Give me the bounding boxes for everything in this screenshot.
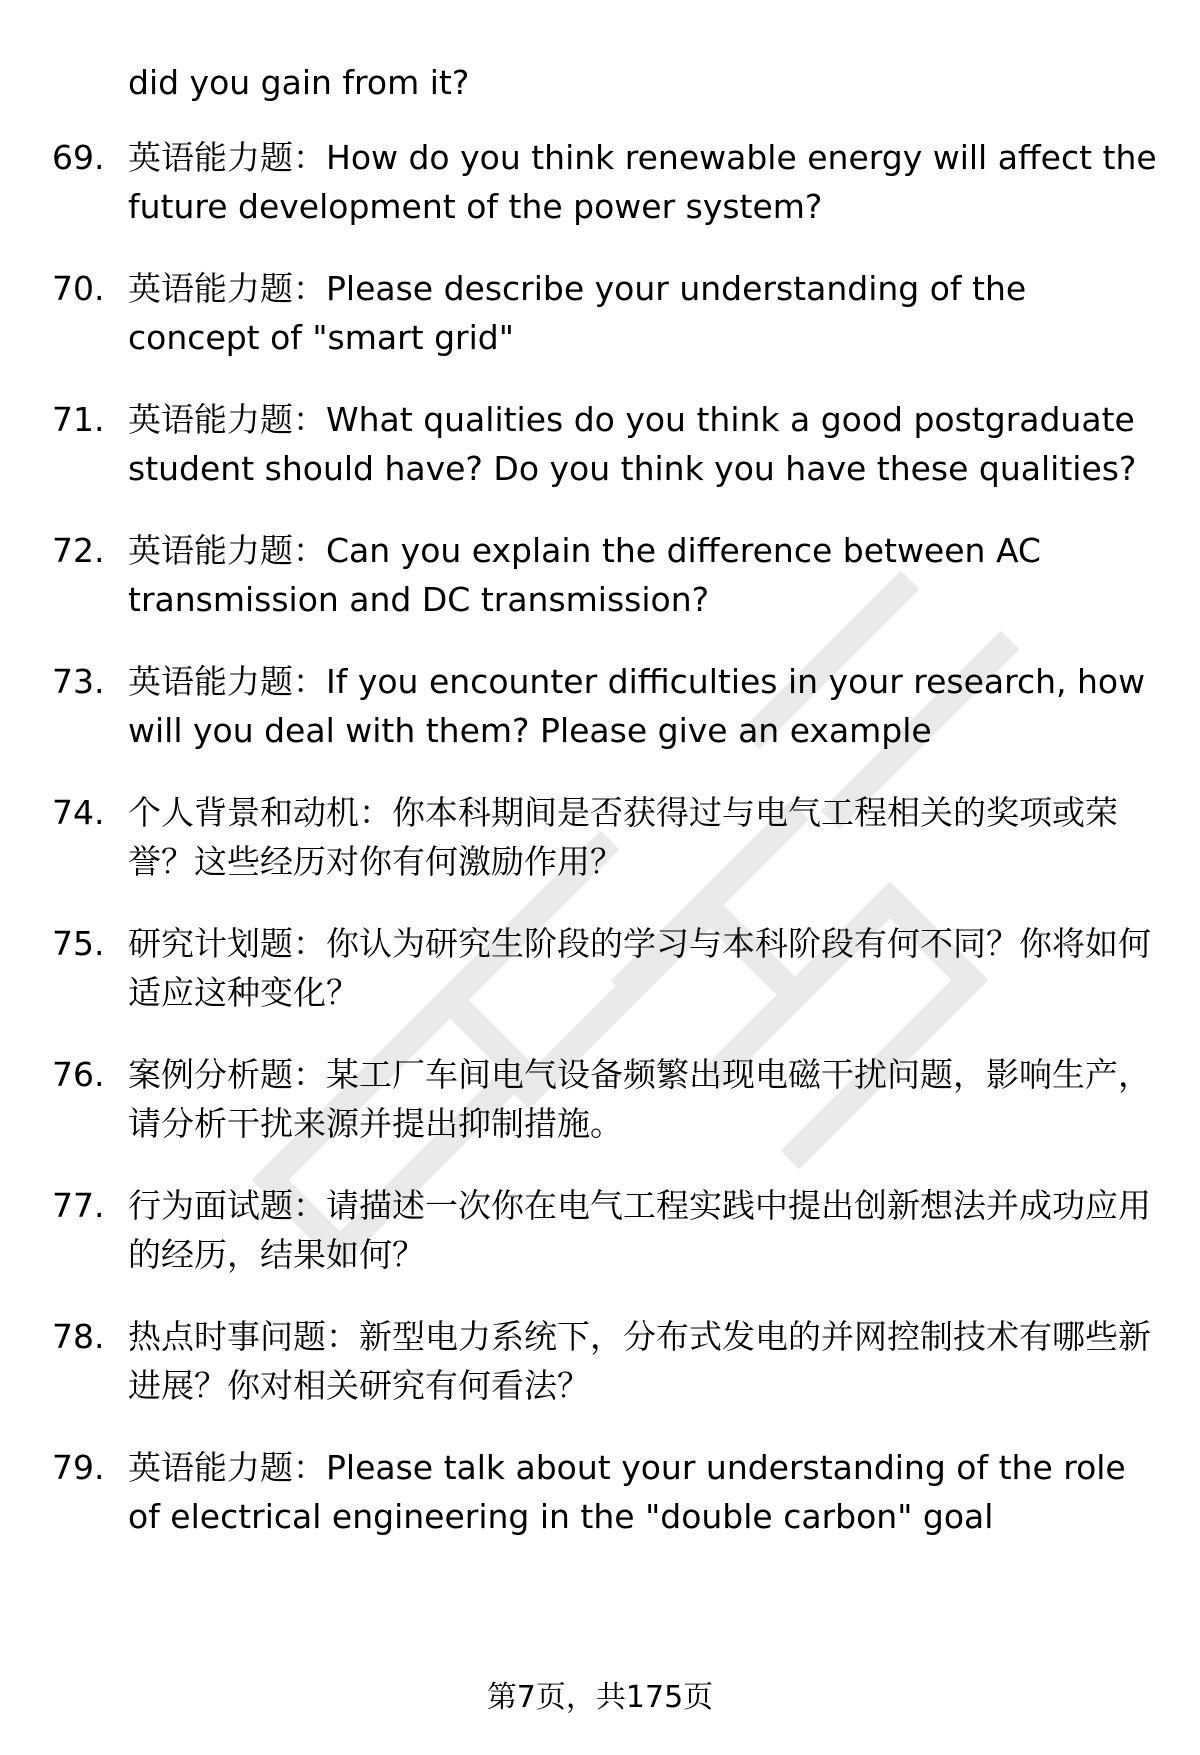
question-text: 英语能力题：What qualities do you think a good postgraduate student should have? Do you think you have these qualities? [128,400,1137,488]
question-number: 72. [52,531,105,570]
question-number: 71. [52,400,105,439]
question-item-78 [52,1312,1162,1410]
question-text: 热点时事问题：新型电力系统下，分布式发电的并网控制技术有哪些新进展？你对相关研究有何看法？ [128,1317,1151,1405]
question-item-74 [52,788,1162,886]
question-number: 76. [52,1055,105,1094]
question-list [52,58,1162,1574]
carryover-text: did you gain from it? [128,63,470,102]
question-text: 行为面试题：请描述一次你在电气工程实践中提出创新想法并成功应用的经历，结果如何？ [128,1186,1151,1274]
question-number: 75. [52,924,105,963]
question-item-70 [52,264,1162,362]
page-footer: 第7页，共175页 [486,1680,714,1715]
question-number: 78. [52,1317,105,1356]
question-item-79 [52,1443,1162,1541]
question-item-73 [52,657,1162,755]
question-number: 70. [52,269,105,308]
question-item-71 [52,395,1162,493]
question-item-77 [52,1181,1162,1279]
question-text: 研究计划题：你认为研究生阶段的学习与本科阶段有何不同？你将如何适应这种变化？ [128,924,1151,1012]
question-number: 73. [52,662,105,701]
question-item-72 [52,526,1162,624]
question-text: 英语能力题：How do you think renewable energy will affect the future development of the power system? [128,138,1157,226]
question-number: 79. [52,1448,105,1487]
question-number: 74. [52,793,105,832]
question-text: 英语能力题：Please talk about your understanding of the role of electrical engineering in the "double carbon" goal [128,1448,1126,1536]
question-text: 英语能力题：Can you explain the difference between AC transmission and DC transmission? [128,531,1041,619]
question-item-69 [52,133,1162,231]
question-text: 个人背景和动机：你本科期间是否获得过与电气工程相关的奖项或荣誉？这些经历对你有何激励作用？ [128,793,1118,881]
question-text: 案例分析题：某工厂车间电气设备频繁出现电磁干扰问题，影响生产，请分析干扰来源并提出抑制措施。 [128,1055,1151,1143]
question-item-76 [52,1050,1162,1148]
question-item-75 [52,919,1162,1017]
question-text: 英语能力题：If you encounter difficulties in your research, how will you deal with them? Please give an example [128,662,1146,750]
question-number: 69. [52,138,105,177]
question-text: 英语能力题：Please describe your understanding of the concept of "smart grid" [128,269,1027,357]
question-number: 77. [52,1186,105,1225]
